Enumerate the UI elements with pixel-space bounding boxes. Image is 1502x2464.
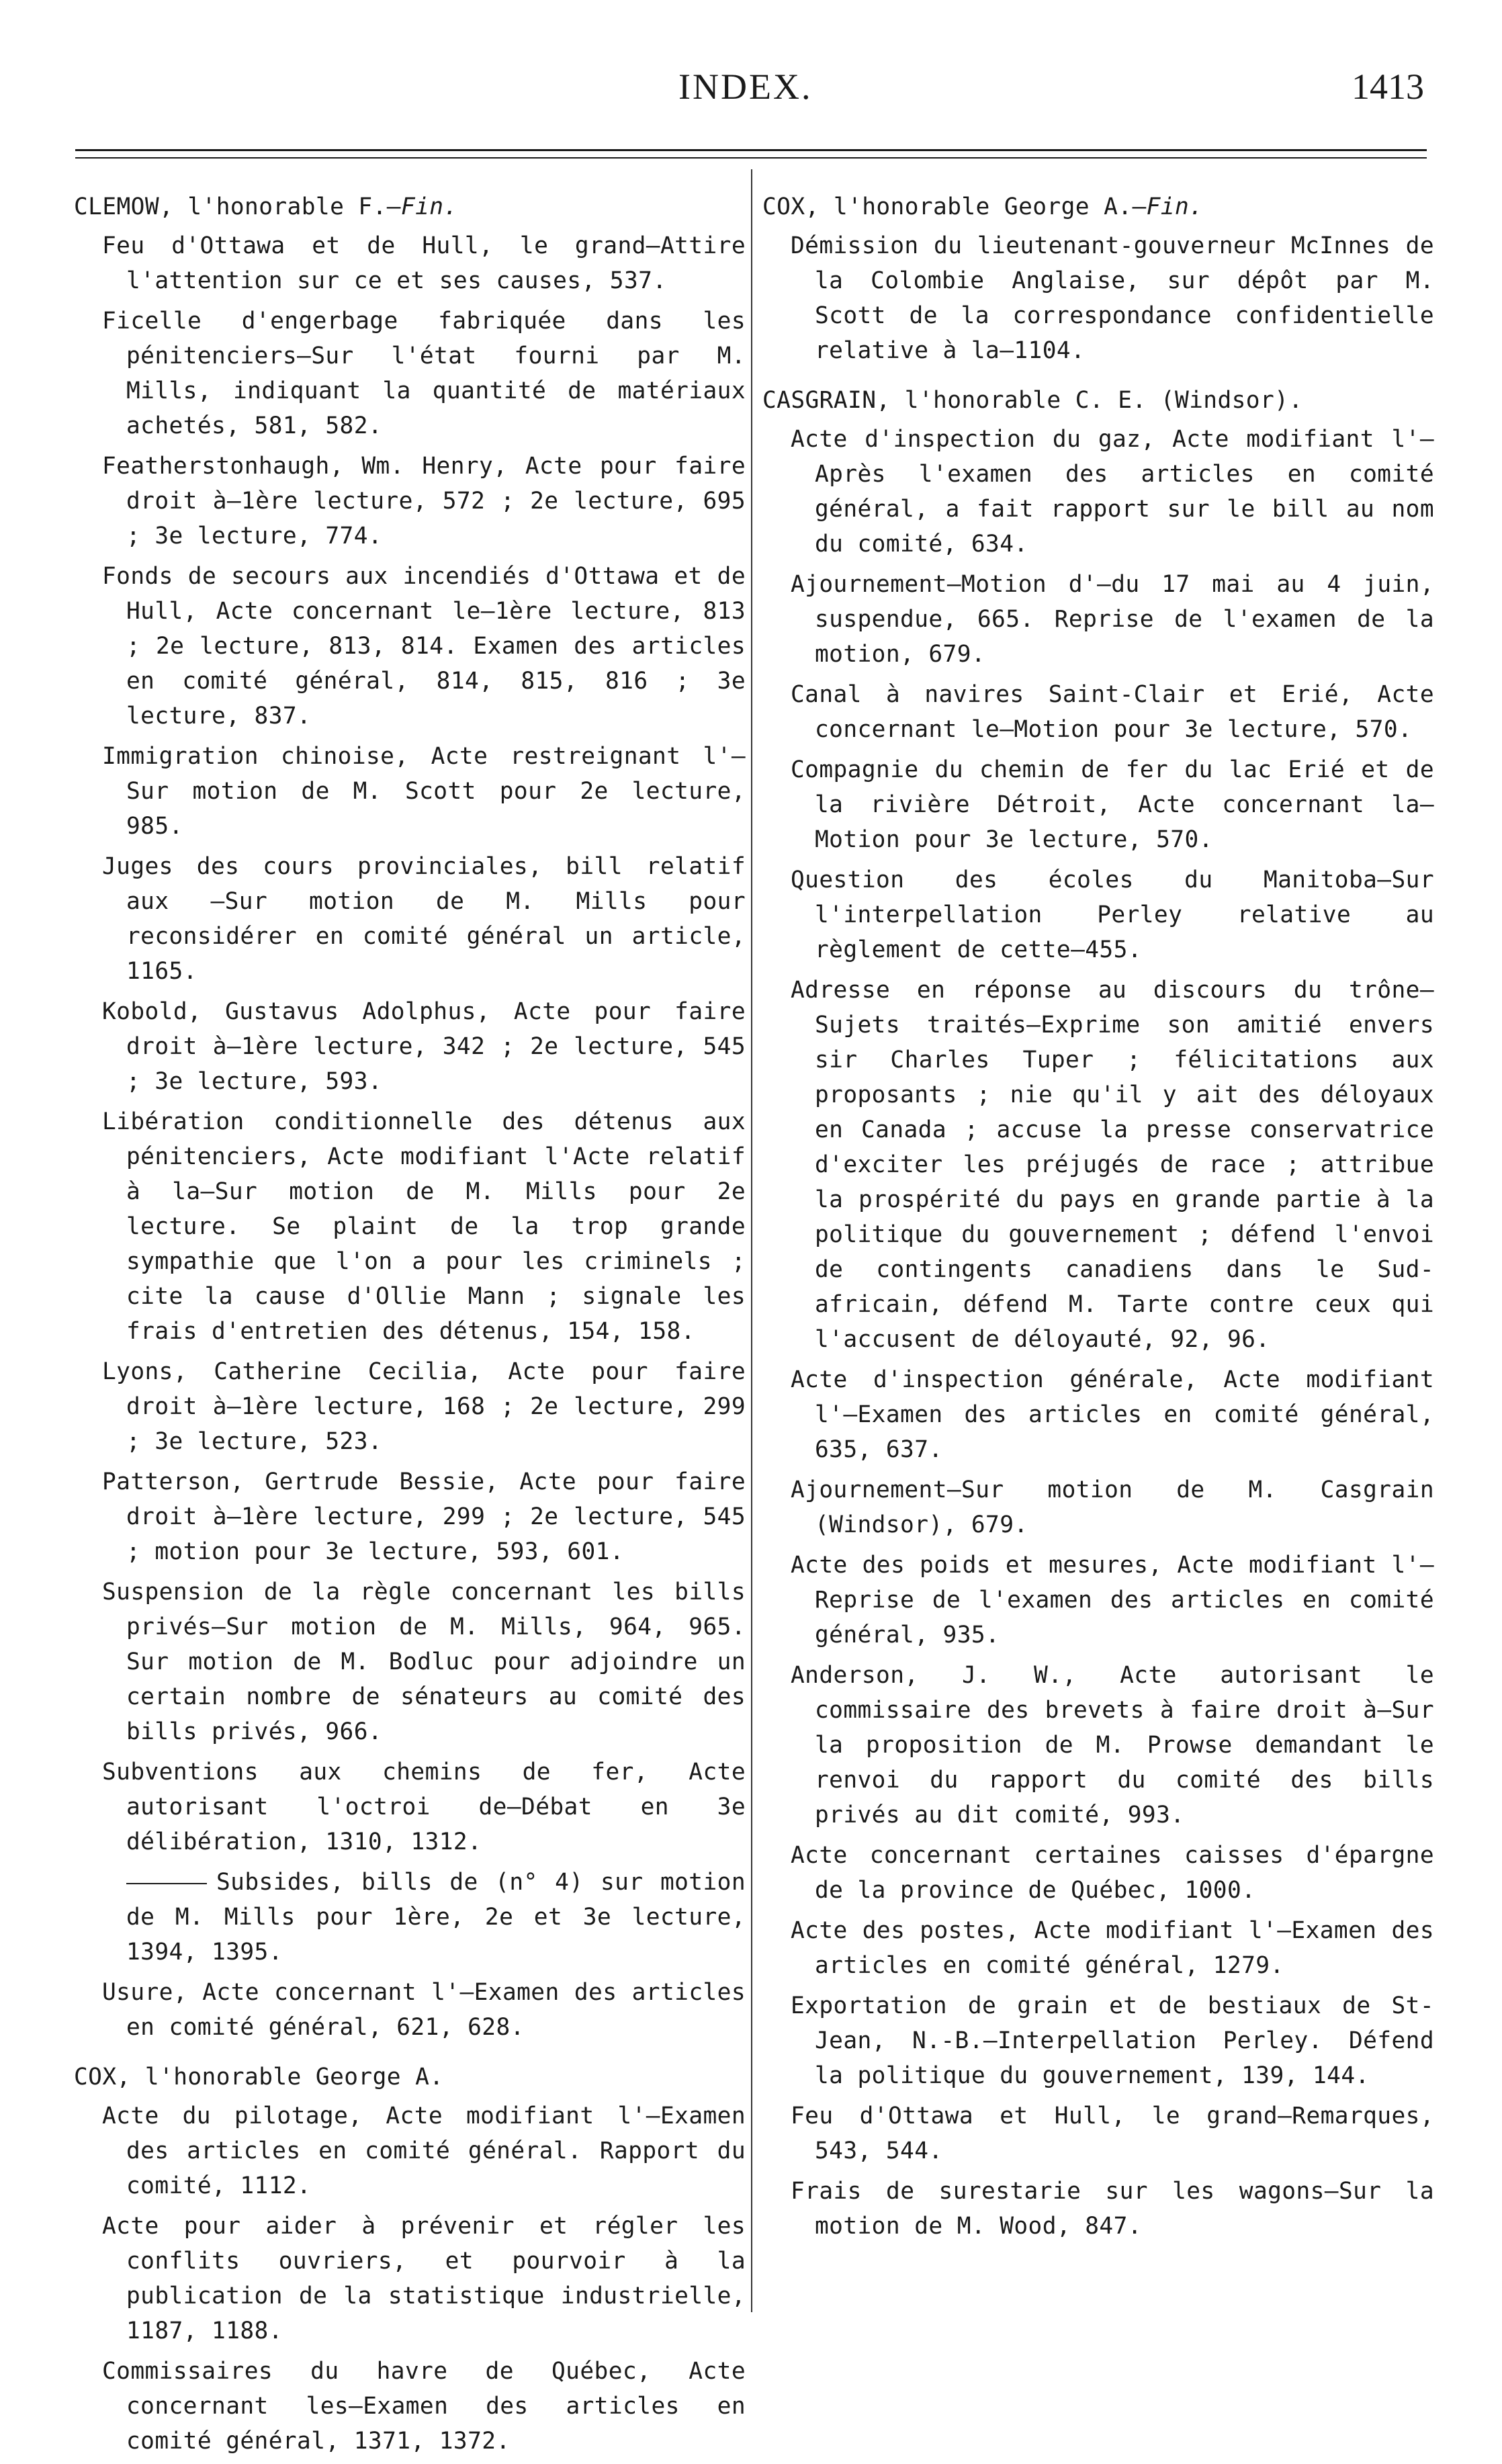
entry-heading-name: CASGRAIN, l'honorable C. E. (Windsor). xyxy=(762,387,1303,414)
sub-item: Acte des postes, Acte modifiant l'—Examen des articles en comité général, 1279. xyxy=(791,1917,1434,1979)
sub-item: Feu d'Ottawa et Hull, le grand—Remarques, 543, 544. xyxy=(791,2103,1434,2164)
sub-item: Compagnie du chemin de fer du lac Erié et de la rivière Détroit, Acte concernant la—Motion pour 3e lecture, 570. xyxy=(791,756,1434,853)
sub-item: Acte pour aider à prévenir et régler les conflits ouvriers, et pourvoir à la publication de la statistique industrielle, 1187, 1188. xyxy=(102,2213,746,2344)
sub-item: Immigration chinoise, Acte restreignant l'—Sur motion de M. Scott pour 2e lecture, 985. xyxy=(102,743,746,840)
sub-item: Acte concernant certaines caisses d'épargne de la province de Québec, 1000. xyxy=(791,1842,1434,1904)
sub-item: Ajournement—Sur motion de M. Casgrain (Windsor), 679. xyxy=(791,1477,1434,1538)
sub-item: Acte d'inspection du gaz, Acte modifiant l'—Après l'examen des articles en comité général, a fait rapport sur le bill au nom du comité, 634. xyxy=(791,426,1434,558)
right-column xyxy=(762,189,1434,2249)
sub-item: Canal à navires Saint-Clair et Erié, Acte concernant le—Motion pour 3e lecture, 570. xyxy=(791,681,1434,743)
sub-item xyxy=(74,1865,746,1970)
sub-item: Juges des cours provinciales, bill relatif aux —Sur motion de M. Mills pour reconsidérer en comité général un article, 1165. xyxy=(102,853,746,985)
sub-item: Featherstonhaugh, Wm. Henry, Acte pour faire droit à—1ère lecture, 572 ; 2e lecture, 695 ; 3e lecture, 774. xyxy=(102,453,746,549)
page-header xyxy=(0,66,1502,120)
sub-item: Subventions aux chemins de fer, Acte autorisant l'octroi de—Débat en 3e délibération, 1310, 1312. xyxy=(102,1759,746,1855)
column-divider xyxy=(751,169,752,2312)
ditto-dash xyxy=(126,1883,207,1884)
sub-item-text: Subsides, bills de (n° 4) sur motion de M. Mills pour 1ère, 2e et 3e lecture, 1394, 1395. xyxy=(126,1869,746,1966)
entry-heading-name: COX, l'honorable George A.— xyxy=(762,193,1147,220)
sub-item: Ajournement—Motion d'—du 17 mai au 4 juin, suspendue, 665. Reprise de l'examen de la motion, 679. xyxy=(791,571,1434,668)
entry-heading-name: COX, l'honorable George A. xyxy=(74,2064,444,2091)
entry-heading-suffix: Fin. xyxy=(400,193,458,220)
sub-item: Fonds de secours aux incendiés d'Ottawa et de Hull, Acte concernant le—1ère lecture, 813 ; 2e lecture, 813, 814. Examen des articles en comité général, 814, 815, 816 ; 3e lecture, 837. xyxy=(102,563,746,730)
entry-heading xyxy=(74,189,746,224)
sub-item: Adresse en réponse au discours du trône—Sujets traités—Exprime son amitié envers sir Charles Tuper ; félicitations aux proposants ; nie qu'il y ait des déloyaux en Canada ; accuse la presse conservatrice d'exciter les préjugés de race ; attribue la prospérité du pays en grande partie à la politique du gouvernement ; défend l'envoi de contingents canadiens dans le Sud-africain, défend M. Tarte contre ceux qui l'accusent de déloyauté, 92, 96. xyxy=(791,977,1434,1353)
sub-item: Suspension de la règle concernant les bills privés—Sur motion de M. Mills, 964, 965. Sur motion de M. Bodluc pour adjoindre un certain nombre de sénateurs au comité des bills privés, 966. xyxy=(102,1579,746,1745)
sub-item: Lyons, Catherine Cecilia, Acte pour faire droit à—1ère lecture, 168 ; 2e lecture, 299 ; 3e lecture, 523. xyxy=(102,1358,746,1455)
sub-item: Question des écoles du Manitoba—Sur l'interpellation Perley relative au règlement de cette—455. xyxy=(791,867,1434,963)
index-entry xyxy=(762,189,1434,368)
header-rule-top xyxy=(75,149,1427,151)
sub-item: Acte du pilotage, Acte modifiant l'—Examen des articles en comité général. Rapport du comité, 1112. xyxy=(102,2103,746,2199)
sub-item: Exportation de grain et de bestiaux de St-Jean, N.-B.—Interpellation Perley. Défend la politique du gouvernement, 139, 144. xyxy=(791,1992,1434,2089)
sub-item: Frais de surestarie sur les wagons—Sur la motion de M. Wood, 847. xyxy=(791,2178,1434,2240)
entry-heading xyxy=(74,2060,746,2095)
page-number: 1413 xyxy=(1352,67,1424,107)
index-entry xyxy=(74,2060,746,2459)
index-entry xyxy=(762,383,1434,2244)
sub-item: Commissaires du havre de Québec, Acte concernant les—Examen des articles en comité général, 1371, 1372. xyxy=(102,2358,746,2455)
entry-heading xyxy=(762,383,1434,418)
left-column xyxy=(74,189,746,2464)
sub-item: Patterson, Gertrude Bessie, Acte pour faire droit à—1ère lecture, 299 ; 2e lecture, 545 ; motion pour 3e lecture, 593, 601. xyxy=(102,1468,746,1565)
sub-item: Anderson, J. W., Acte autorisant le commissaire des brevets à faire droit à—Sur la proposition de M. Prowse demandant le renvoi du rapport du comité des bills privés au dit comité, 993. xyxy=(791,1662,1434,1829)
entry-heading-name: CLEMOW, l'honorable F.— xyxy=(74,193,401,220)
sub-item: Usure, Acte concernant l'—Examen des articles en comité général, 621, 628. xyxy=(102,1979,746,2041)
index-entry xyxy=(74,189,746,2045)
sub-item: Libération conditionnelle des détenus aux pénitenciers, Acte modifiant l'Acte relatif à la—Sur motion de M. Mills pour 2e lecture. Se plaint de la trop grande sympathie que l'on a pour les criminels ; cite la cause d'Ollie Mann ; signale les frais d'entretien des détenus, 154, 158. xyxy=(102,1108,746,1345)
entry-heading-suffix: Fin. xyxy=(1146,193,1204,220)
page-title: INDEX. xyxy=(678,67,813,107)
sub-item: Kobold, Gustavus Adolphus, Acte pour faire droit à—1ère lecture, 342 ; 2e lecture, 545 ; 3e lecture, 593. xyxy=(102,998,746,1095)
entry-heading xyxy=(762,189,1434,224)
sub-item: Ficelle d'engerbage fabriquée dans les pénitenciers—Sur l'état fourni par M. Mills, indiquant la quantité de matériaux achetés, 581, 582. xyxy=(102,308,746,439)
sub-item: Feu d'Ottawa et de Hull, le grand—Attire l'attention sur ce et ses causes, 537. xyxy=(102,232,746,294)
sub-item: Démission du lieutenant-gouverneur McInnes de la Colombie Anglaise, sur dépôt par M. Scott de la correspondance confidentielle relative à la—1104. xyxy=(791,232,1434,364)
header-rule-bottom xyxy=(75,157,1427,159)
sub-item: Acte d'inspection générale, Acte modifiant l'—Examen des articles en comité général, 635, 637. xyxy=(791,1366,1434,1463)
sub-item: Acte des poids et mesures, Acte modifiant l'—Reprise de l'examen des articles en comité général, 935. xyxy=(791,1552,1434,1648)
